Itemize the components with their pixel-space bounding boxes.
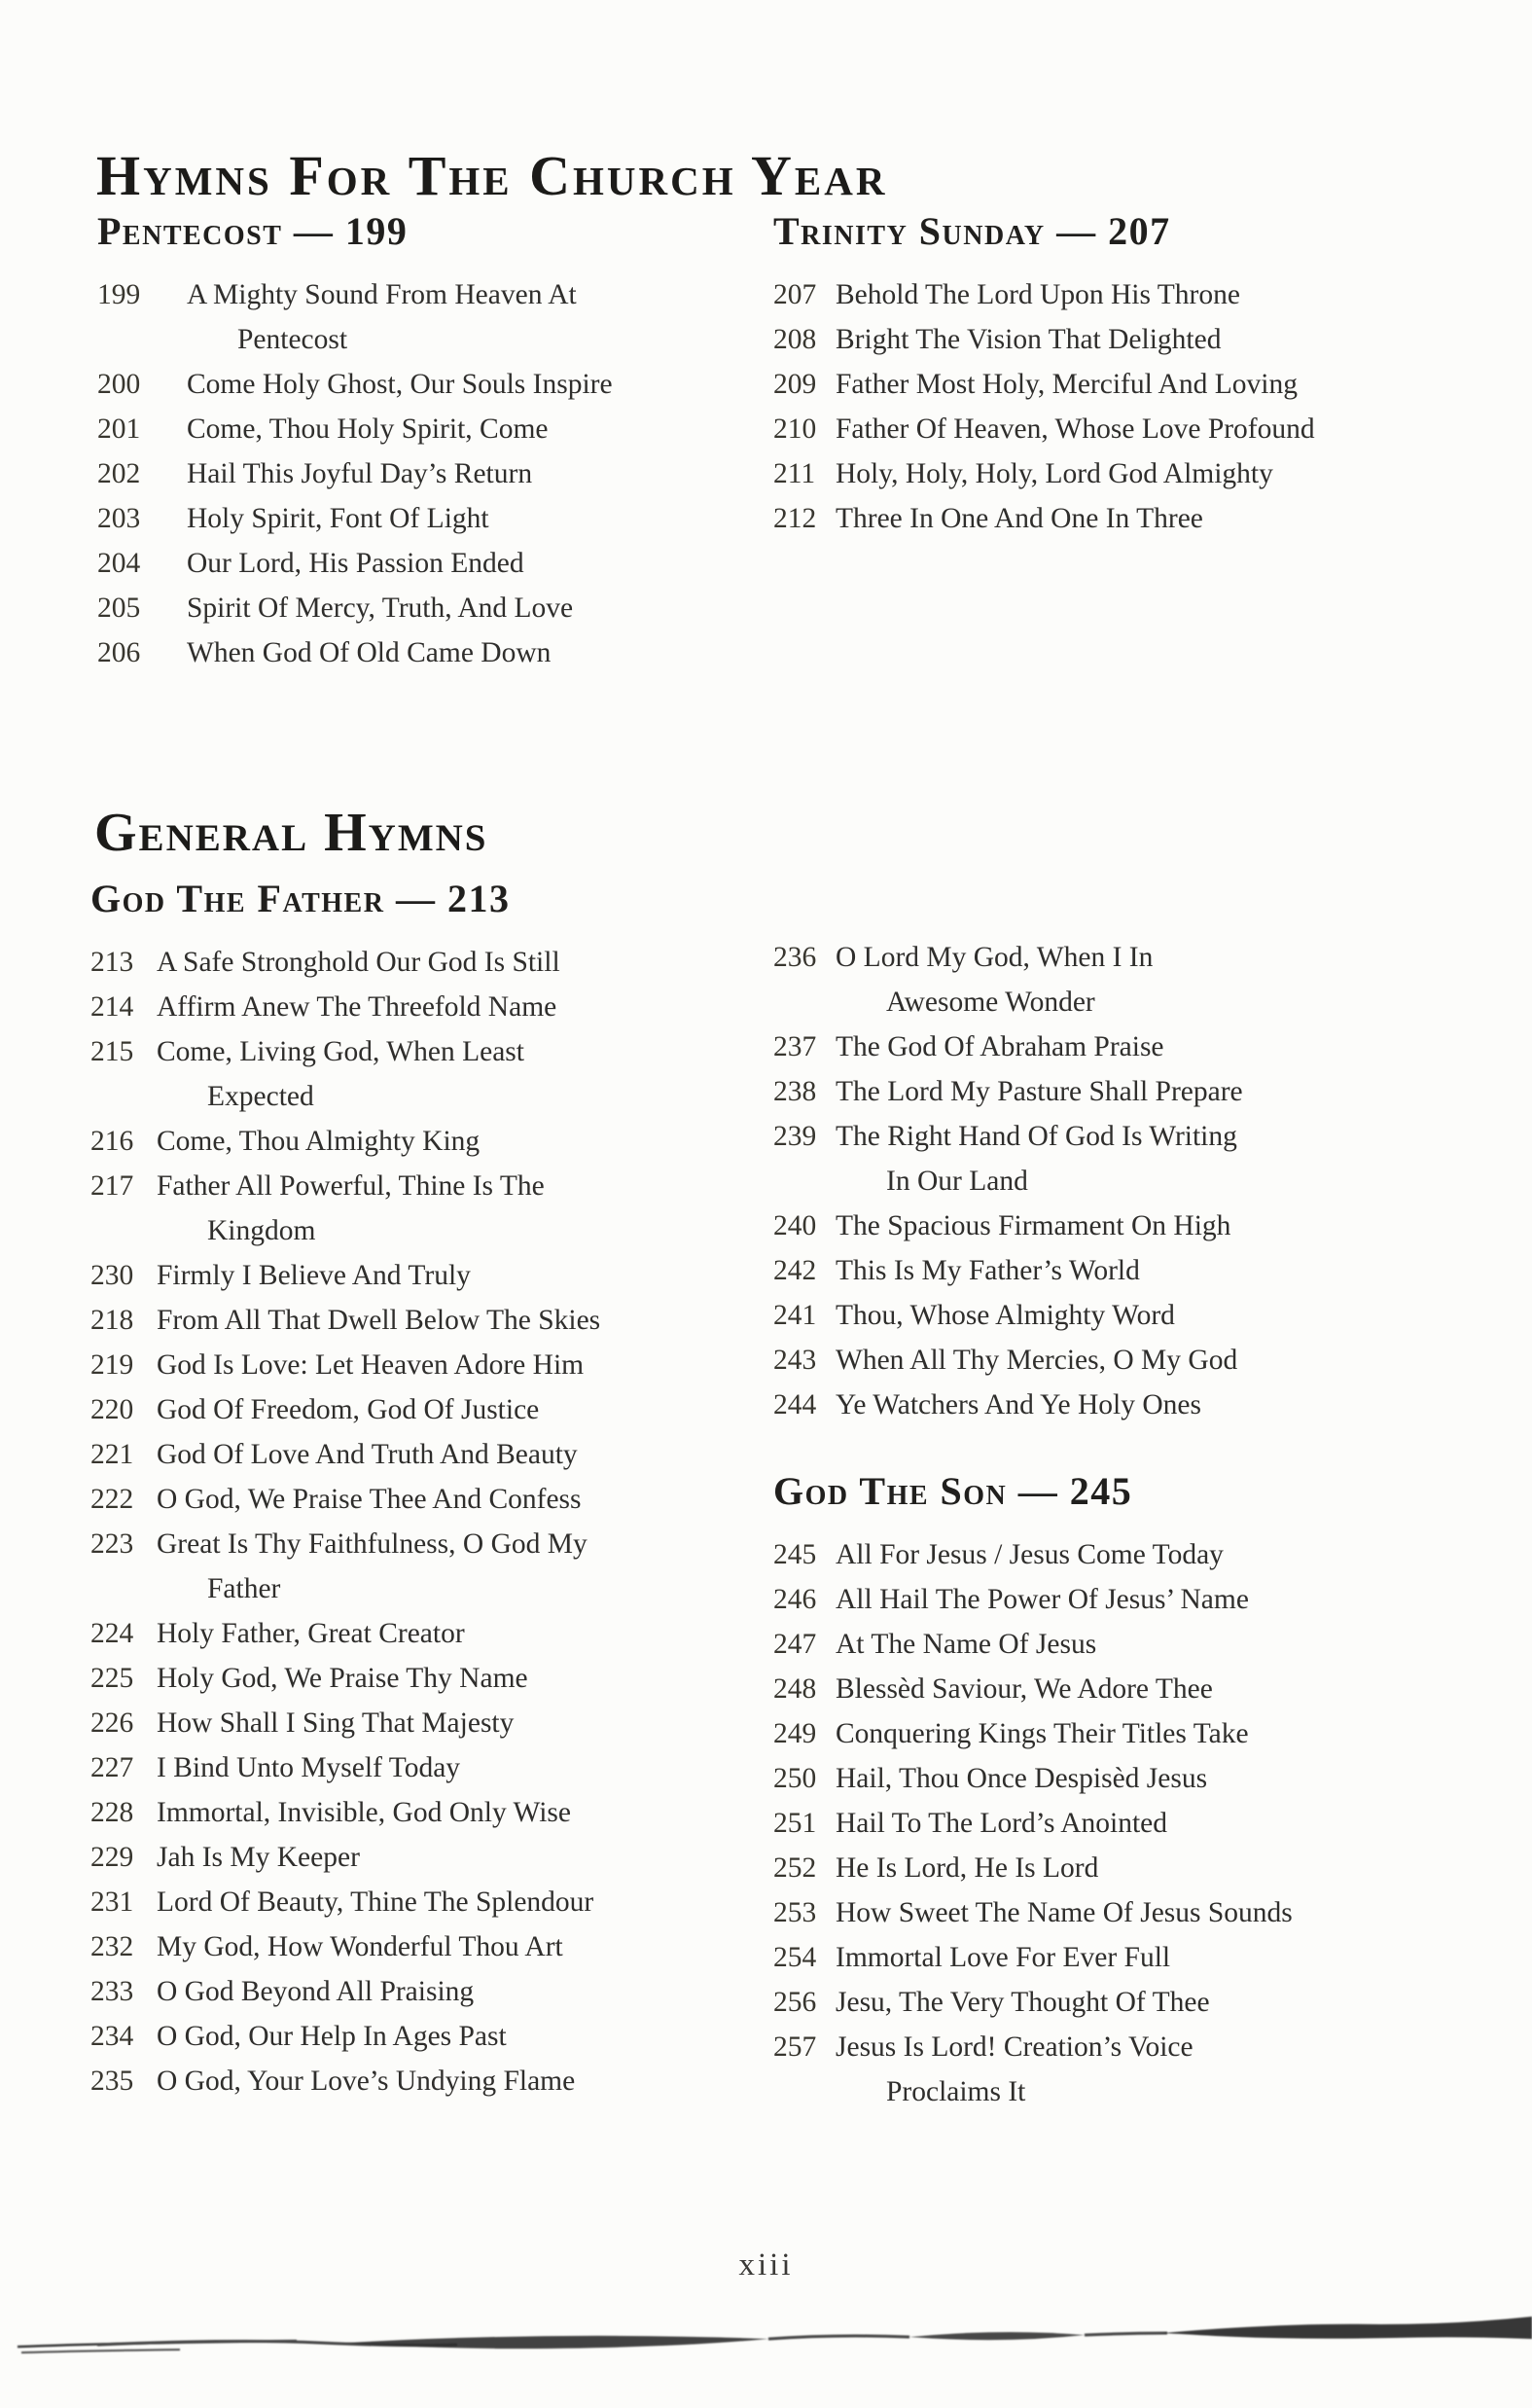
hymn-title: Holy Father, Great Creator — [157, 1618, 465, 1649]
hymn-title: Firmly I Believe And Truly — [157, 1260, 471, 1291]
hymn-row — [97, 451, 744, 496]
hymn-row — [773, 1293, 1474, 1338]
hymn-title: God Of Love And Truth And Beauty — [157, 1439, 578, 1470]
hymn-number: 206 — [97, 637, 141, 668]
hymn-title: Our Lord, His Passion Ended — [187, 548, 524, 579]
hymn-row — [90, 1432, 752, 1477]
hymn-title: Affirm Anew The Threefold Name — [157, 991, 557, 1023]
hymn-title: This Is My Father’s World — [836, 1255, 1140, 1286]
hymn-title: When All Thy Mercies, O My God — [836, 1345, 1238, 1376]
hymn-row — [773, 451, 1464, 496]
hymn-row — [90, 1701, 752, 1745]
hymn-title: Immortal Love For Ever Full — [836, 1942, 1171, 1973]
hymn-title: Holy God, We Praise Thy Name — [157, 1663, 528, 1694]
hymn-number: 237 — [773, 1031, 817, 1062]
hymn-title: God Of Freedom, God Of Justice — [157, 1394, 540, 1425]
hymn-row — [90, 2059, 752, 2103]
hymn-row — [773, 1890, 1474, 1935]
god-the-father-column — [90, 874, 752, 2103]
hymn-title: Hail, Thou Once Despisèd Jesus — [836, 1763, 1208, 1794]
trinity-sunday-heading: Trinity Sunday — 207 — [773, 209, 1171, 253]
hymn-row — [773, 496, 1464, 541]
hymn-row — [90, 1745, 752, 1790]
hymn-row — [773, 1846, 1474, 1890]
hymn-number: 252 — [773, 1852, 817, 1884]
trinity-sunday-column — [773, 206, 1464, 541]
god-the-son-heading: God The Son — 245 — [773, 1469, 1133, 1513]
hymn-row — [773, 1024, 1474, 1069]
hymn-row — [773, 1383, 1474, 1427]
hymn-number: 253 — [773, 1897, 817, 1928]
hymn-row — [773, 1935, 1474, 1980]
hymn-title: Holy Spirit, Font Of Light — [187, 503, 489, 534]
hymn-row — [90, 1611, 752, 1656]
hymn-title: From All That Dwell Below The Skies — [157, 1305, 601, 1336]
hymn-title: The God Of Abraham Praise — [836, 1031, 1164, 1062]
hymn-number: 254 — [773, 1942, 817, 1973]
hymn-number — [90, 1566, 157, 1611]
hymn-row — [90, 1298, 752, 1343]
hymn-row — [97, 630, 744, 675]
god-the-son-hymn-list — [773, 1532, 1474, 2114]
hymn-row — [773, 1622, 1474, 1667]
hymn-number: 219 — [90, 1349, 134, 1381]
hymn-row — [90, 1477, 752, 1522]
god-the-father-heading: God The Father — 213 — [90, 877, 511, 920]
hymn-number: 221 — [90, 1439, 134, 1470]
hymn-row — [90, 1790, 752, 1835]
hymn-title: Jesus Is Lord! Creation’s Voice — [836, 2031, 1194, 2063]
hymn-row — [773, 1756, 1474, 1801]
hymn-row — [90, 1522, 752, 1566]
hymn-number: 200 — [97, 369, 141, 400]
hymn-title: Come, Living God, When Least — [157, 1036, 524, 1067]
hymn-number: 205 — [97, 593, 141, 624]
hymn-number: 242 — [773, 1255, 817, 1286]
hymn-row — [97, 272, 744, 317]
hymn-number — [773, 1159, 836, 1204]
hymn-row — [90, 1029, 752, 1074]
hymn-title: Conquering Kings Their Titles Take — [836, 1718, 1249, 1749]
hymn-number: 247 — [773, 1629, 817, 1660]
pentecost-hymn-list — [97, 272, 744, 675]
hymn-number: 256 — [773, 1987, 817, 2018]
hymn-row — [90, 2014, 752, 2059]
hymn-number: 240 — [773, 1210, 817, 1241]
god-the-father-continued-list — [773, 935, 1474, 1427]
hymn-row — [773, 272, 1464, 317]
god-the-son-column — [773, 935, 1474, 2114]
hymn-title: Hail To The Lord’s Anointed — [836, 1808, 1167, 1839]
hymn-number: 248 — [773, 1673, 817, 1705]
hymn-number: 209 — [773, 369, 817, 400]
hymn-title: Thou, Whose Almighty Word — [836, 1300, 1175, 1331]
hymn-title: He Is Lord, He Is Lord — [836, 1852, 1099, 1884]
hymn-title: Holy, Holy, Holy, Lord God Almighty — [836, 458, 1273, 489]
hymn-row — [90, 1566, 752, 1611]
hymn-title: O Lord My God, When I In — [836, 942, 1154, 973]
god-the-father-hymn-list — [90, 940, 752, 2103]
hymn-row — [90, 1387, 752, 1432]
hymn-title: O God, Our Help In Ages Past — [157, 2021, 507, 2052]
hymn-number: 208 — [773, 324, 817, 355]
hymn-title: Awesome Wonder — [886, 987, 1095, 1018]
hymn-row — [97, 407, 744, 451]
hymn-title: O God, We Praise Thee And Confess — [157, 1484, 582, 1515]
hymn-number: 213 — [90, 947, 134, 978]
hymn-title: The Right Hand Of God Is Writing — [836, 1121, 1237, 1152]
hymn-row — [773, 1114, 1474, 1159]
hymn-number: 228 — [90, 1797, 134, 1828]
hymn-number: 245 — [773, 1539, 817, 1570]
hymn-row — [90, 1253, 752, 1298]
hymn-number: 250 — [773, 1763, 817, 1794]
hymn-title: Come, Thou Holy Spirit, Come — [187, 413, 549, 445]
hymn-title: Jesu, The Very Thought Of Thee — [836, 1987, 1210, 2018]
hymn-title: O God Beyond All Praising — [157, 1976, 475, 2007]
hymn-title: Behold The Lord Upon His Throne — [836, 279, 1240, 310]
hymn-number: 234 — [90, 2021, 134, 2052]
hymn-row — [90, 940, 752, 985]
hymn-number: 223 — [90, 1528, 134, 1560]
hymn-row — [773, 1980, 1474, 2025]
hymn-title: How Shall I Sing That Majesty — [157, 1707, 515, 1739]
hymn-number: 241 — [773, 1300, 817, 1331]
hymn-number: 215 — [90, 1036, 134, 1067]
hymn-title: A Safe Stronghold Our God Is Still — [157, 947, 560, 978]
hymn-number: 204 — [97, 548, 141, 579]
hymn-title: When God Of Old Came Down — [187, 637, 552, 668]
hymn-title: Father Of Heaven, Whose Love Profound — [836, 413, 1315, 445]
hymn-row — [773, 980, 1474, 1024]
hymn-number: 202 — [97, 458, 141, 489]
hymn-number: 239 — [773, 1121, 817, 1152]
hymn-title: Spirit Of Mercy, Truth, And Love — [187, 593, 574, 624]
hymn-number: 201 — [97, 413, 141, 445]
hymn-row — [90, 1924, 752, 1969]
hymn-number: 217 — [90, 1170, 134, 1202]
hymn-title: Kingdom — [207, 1215, 316, 1246]
hymn-row — [773, 1159, 1474, 1204]
hymn-row — [90, 1880, 752, 1924]
hymn-number — [773, 980, 836, 1024]
hymn-title: In Our Land — [886, 1166, 1028, 1197]
hymn-row — [773, 362, 1464, 407]
hymn-title: Pentecost — [237, 324, 348, 355]
hymn-row — [773, 1204, 1474, 1248]
hymn-row — [773, 1338, 1474, 1383]
hymn-row — [773, 317, 1464, 362]
hymn-title: God Is Love: Let Heaven Adore Him — [157, 1349, 585, 1381]
hymn-row — [90, 1119, 752, 1164]
hymn-number: 207 — [773, 279, 817, 310]
hymn-number — [90, 1208, 157, 1253]
hymn-number: 211 — [773, 458, 816, 489]
hymn-title: Jah Is My Keeper — [157, 1842, 360, 1873]
hymn-row — [773, 2025, 1474, 2069]
hymn-row — [773, 1577, 1474, 1622]
hymn-number: 236 — [773, 942, 817, 973]
hymn-number: 220 — [90, 1394, 134, 1425]
hymn-title: Lord Of Beauty, Thine The Splendour — [157, 1887, 594, 1918]
hymn-number — [97, 317, 187, 362]
hymn-title: Blessèd Saviour, We Adore Thee — [836, 1673, 1213, 1705]
hymn-number — [90, 1074, 157, 1119]
hymn-row — [773, 935, 1474, 980]
hymn-title: I Bind Unto Myself Today — [157, 1752, 461, 1783]
pentecost-heading: Pentecost — 199 — [97, 209, 409, 253]
hymn-row — [97, 496, 744, 541]
hymn-number: 225 — [90, 1663, 134, 1694]
hymn-number: 244 — [773, 1389, 817, 1420]
hymn-title: Immortal, Invisible, God Only Wise — [157, 1797, 571, 1828]
hymn-row — [90, 1208, 752, 1253]
pentecost-column — [97, 206, 744, 675]
hymn-number: 230 — [90, 1260, 134, 1291]
hymn-title: The Spacious Firmament On High — [836, 1210, 1231, 1241]
hymn-title: Expected — [207, 1081, 314, 1112]
hymn-number: 227 — [90, 1752, 134, 1783]
hymn-title: Father — [207, 1573, 281, 1604]
trinity-hymn-list — [773, 272, 1464, 541]
hymn-row — [90, 985, 752, 1029]
hymn-number: 226 — [90, 1707, 134, 1739]
hymn-row — [773, 2069, 1474, 2114]
hymn-row — [773, 1069, 1474, 1114]
hymn-number: 251 — [773, 1808, 817, 1839]
hymn-number: 203 — [97, 503, 141, 534]
hymn-row — [773, 1711, 1474, 1756]
hymn-number: 257 — [773, 2031, 817, 2063]
page-number: xiii — [738, 2247, 794, 2282]
hymn-number: 212 — [773, 503, 817, 534]
hymn-row — [97, 362, 744, 407]
hymn-number: 235 — [90, 2066, 134, 2097]
hymn-title: O God, Your Love’s Undying Flame — [157, 2066, 576, 2097]
hymn-row — [773, 407, 1464, 451]
hymn-title: A Mighty Sound From Heaven At — [187, 279, 577, 310]
hymn-row — [773, 1801, 1474, 1846]
hymn-title: Father All Powerful, Thine Is The — [157, 1170, 545, 1202]
hymn-number — [773, 2069, 836, 2114]
hymn-title: How Sweet The Name Of Jesus Sounds — [836, 1897, 1293, 1928]
hymn-title: Ye Watchers And Ye Holy Ones — [836, 1389, 1201, 1420]
scan-edge-artifact — [0, 2316, 1532, 2369]
hymn-number: 246 — [773, 1584, 817, 1615]
hymn-number: 222 — [90, 1484, 134, 1515]
hymn-number: 231 — [90, 1887, 134, 1918]
hymn-number: 199 — [97, 279, 141, 310]
hymn-row — [90, 1656, 752, 1701]
hymn-number: 216 — [90, 1126, 134, 1157]
hymn-title: Proclaims It — [886, 2076, 1026, 2107]
hymn-number: 214 — [90, 991, 134, 1023]
hymn-title: Bright The Vision That Delighted — [836, 324, 1222, 355]
page-title: Hymns For The Church Year — [96, 143, 888, 207]
hymn-number: 232 — [90, 1931, 134, 1962]
hymn-number: 238 — [773, 1076, 817, 1107]
hymn-row — [90, 1969, 752, 2014]
hymn-title: All For Jesus / Jesus Come Today — [836, 1539, 1224, 1570]
hymn-title: Three In One And One In Three — [836, 503, 1203, 534]
hymn-number: 229 — [90, 1842, 134, 1873]
hymn-row — [97, 317, 744, 362]
hymn-number: 243 — [773, 1345, 817, 1376]
hymn-number: 218 — [90, 1305, 134, 1336]
hymn-title: Come Holy Ghost, Our Souls Inspire — [187, 369, 613, 400]
hymn-row — [773, 1532, 1474, 1577]
hymn-title: My God, How Wonderful Thou Art — [157, 1931, 563, 1962]
hymn-number: 249 — [773, 1718, 817, 1749]
hymn-number: 224 — [90, 1618, 134, 1649]
hymn-row — [90, 1074, 752, 1119]
hymn-title: Come, Thou Almighty King — [157, 1126, 481, 1157]
hymn-title: All Hail The Power Of Jesus’ Name — [836, 1584, 1249, 1615]
hymn-title: At The Name Of Jesus — [836, 1629, 1097, 1660]
hymn-row — [773, 1667, 1474, 1711]
hymn-title: The Lord My Pasture Shall Prepare — [836, 1076, 1243, 1107]
hymn-title: Great Is Thy Faithfulness, O God My — [157, 1528, 588, 1560]
general-hymns-heading: General Hymns — [94, 802, 488, 863]
hymn-row — [90, 1164, 752, 1208]
hymn-title: Father Most Holy, Merciful And Loving — [836, 369, 1298, 400]
hymn-row — [90, 1343, 752, 1387]
hymn-row — [773, 1248, 1474, 1293]
hymn-row — [97, 541, 744, 586]
hymn-number: 210 — [773, 413, 817, 445]
hymn-number: 233 — [90, 1976, 134, 2007]
hymn-title: Hail This Joyful Day’s Return — [187, 458, 533, 489]
hymn-row — [97, 586, 744, 630]
hymn-row — [90, 1835, 752, 1880]
